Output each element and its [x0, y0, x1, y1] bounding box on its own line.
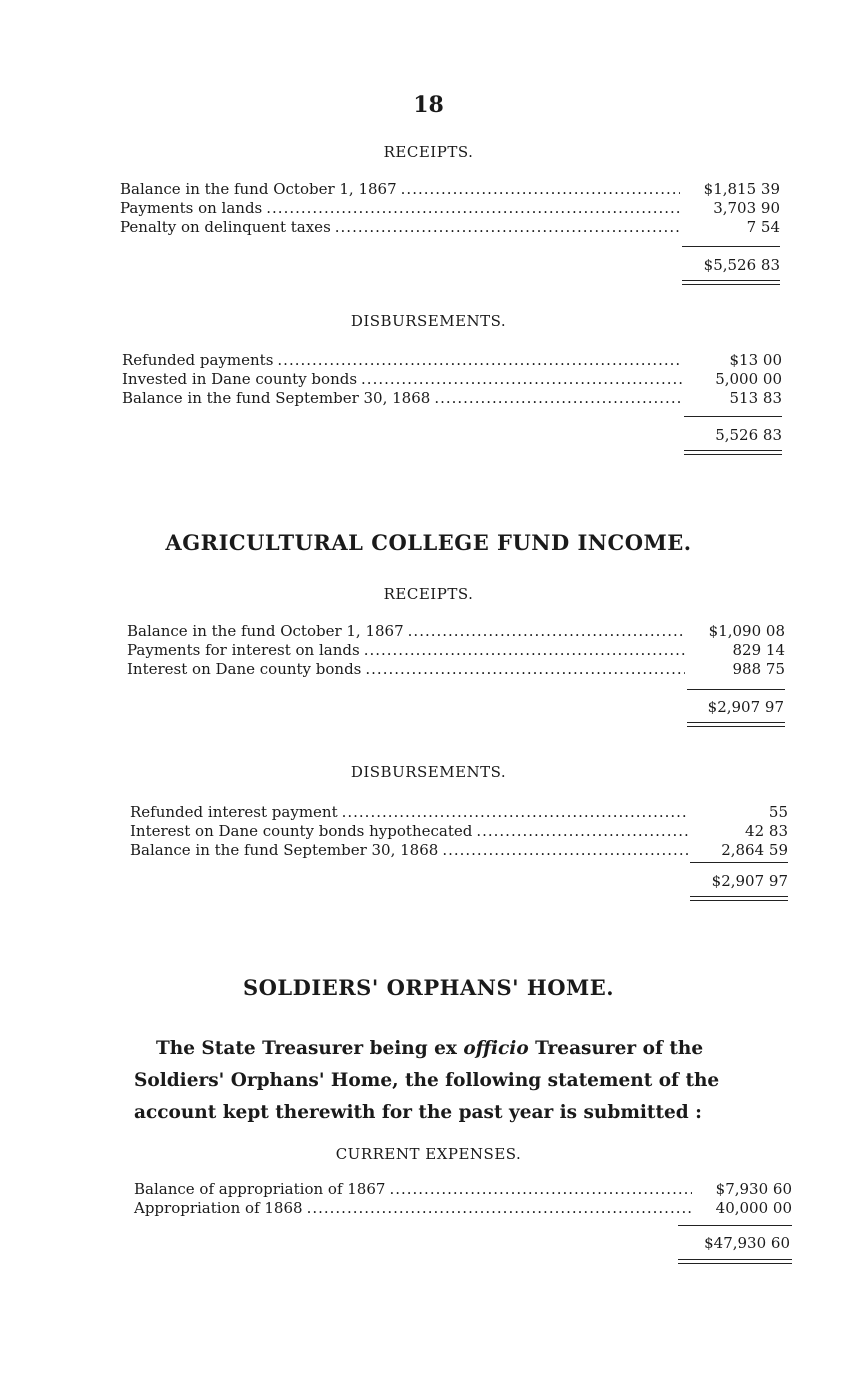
- dot-leader: [476, 822, 688, 841]
- ledger-row: [134, 1199, 792, 1218]
- ledger-label: Balance in the fund September 30, 1868: [122, 389, 431, 407]
- dot-leader: [277, 351, 682, 370]
- dot-leader: [364, 641, 685, 660]
- receipts-ledger: [120, 180, 780, 237]
- paragraph-italic: officio: [463, 1038, 529, 1059]
- ledger-label: Payments for interest on lands: [127, 641, 360, 659]
- ledger-amount: 40,000 00: [715, 1199, 792, 1217]
- disbursements-ledger: [122, 351, 782, 408]
- ledger-row: [122, 389, 782, 408]
- receipts-heading: RECEIPTS.: [383, 585, 474, 603]
- dot-leader: [307, 1199, 692, 1218]
- ledger-amount: 5,000 00: [715, 370, 782, 388]
- dot-leader: [335, 218, 680, 237]
- ledger-row: [127, 622, 785, 641]
- ledger-label: Penalty on delinquent taxes: [120, 218, 331, 236]
- ledger-label: Interest on Dane county bonds: [127, 660, 362, 678]
- receipts-total: $5,526 83: [703, 256, 780, 274]
- ledger-label: Appropriation of 1868: [134, 1199, 303, 1217]
- ledger-amount: $1,090 08: [708, 622, 785, 640]
- receipts-total: $2,907 97: [707, 698, 784, 716]
- expenses-total: $47,930 60: [704, 1234, 790, 1252]
- ledger-label: Balance of appropriation of 1867: [134, 1180, 386, 1198]
- ledger-amount: 55: [768, 803, 788, 821]
- receipts-ledger: [127, 622, 785, 679]
- disbursements-total: $2,907 97: [711, 872, 788, 890]
- total-double-rule: [682, 280, 780, 285]
- dot-leader: [342, 803, 688, 822]
- ledger-row: [120, 218, 780, 237]
- section-title-agricultural-college: AGRICULTURAL COLLEGE FUND INCOME.: [165, 530, 692, 555]
- total-double-rule: [687, 722, 785, 727]
- ledger-amount: 2,864 59: [721, 841, 788, 859]
- dot-leader: [266, 199, 680, 218]
- dot-leader: [365, 660, 685, 679]
- ledger-label: Balance in the fund October 1, 1867: [120, 180, 397, 198]
- subtotal-rule: [678, 1225, 792, 1226]
- ledger-amount: 513 83: [729, 389, 782, 407]
- ledger-amount: 988 75: [732, 660, 785, 678]
- ledger-label: Interest on Dane county bonds hypothecated: [130, 822, 473, 840]
- ledger-amount: $7,930 60: [715, 1180, 792, 1198]
- dot-leader: [408, 622, 685, 641]
- section-title-soldiers-orphans-home: SOLDIERS' ORPHANS' HOME.: [242, 975, 615, 1000]
- ledger-row: [122, 370, 782, 389]
- ledger-amount: $13 00: [729, 351, 782, 369]
- ledger-amount: $1,815 39: [703, 180, 780, 198]
- ledger-label: Refunded interest payment: [130, 803, 338, 821]
- paragraph-text: Treasurer of the Soldiers' Orphans' Home, the following statement of the account kept therewith for the past year is submitted :: [134, 1038, 720, 1123]
- total-double-rule: [690, 896, 788, 901]
- dot-leader: [442, 841, 688, 860]
- ledger-label: Refunded payments: [122, 351, 274, 369]
- ledger-row: [130, 841, 788, 860]
- ledger-amount: 7 54: [746, 218, 780, 236]
- subtotal-rule: [687, 689, 785, 690]
- ledger-row: [127, 660, 785, 679]
- dot-leader: [434, 389, 682, 408]
- ledger-row: [130, 822, 788, 841]
- total-double-rule: [678, 1259, 792, 1264]
- ledger-label: Balance in the fund October 1, 1867: [127, 622, 404, 640]
- receipts-heading: RECEIPTS.: [383, 143, 474, 161]
- subtotal-rule: [684, 416, 782, 417]
- expenses-heading: CURRENT EXPENSES.: [335, 1145, 522, 1163]
- ledger-label: Balance in the fund September 30, 1868: [130, 841, 439, 859]
- subtotal-rule: [690, 862, 788, 863]
- ledger-row: [120, 180, 780, 199]
- ledger-amount: 829 14: [732, 641, 785, 659]
- ledger-row: [120, 199, 780, 218]
- dot-leader: [401, 180, 680, 199]
- dot-leader: [389, 1180, 692, 1199]
- intro-paragraph: [134, 1033, 794, 1129]
- ledger-label: Payments on lands: [120, 199, 263, 217]
- ledger-label: Invested in Dane county bonds: [122, 370, 358, 388]
- ledger-amount: 42 83: [745, 822, 788, 840]
- subtotal-rule: [682, 246, 780, 247]
- ledger-row: [134, 1180, 792, 1199]
- disbursements-heading: DISBURSEMENTS.: [350, 763, 507, 781]
- ledger-row: [122, 351, 782, 370]
- disbursements-heading: DISBURSEMENTS.: [350, 312, 507, 330]
- total-double-rule: [684, 450, 782, 455]
- dot-leader: [361, 370, 682, 389]
- disbursements-ledger: [130, 803, 788, 860]
- disbursements-total: 5,526 83: [715, 426, 782, 444]
- expenses-ledger: [134, 1180, 792, 1218]
- ledger-row: [130, 803, 788, 822]
- paragraph-text: The State Treasurer being ex: [156, 1038, 464, 1059]
- ledger-row: [127, 641, 785, 660]
- ledger-amount: 3,703 90: [713, 199, 780, 217]
- page-number: 18: [413, 92, 444, 118]
